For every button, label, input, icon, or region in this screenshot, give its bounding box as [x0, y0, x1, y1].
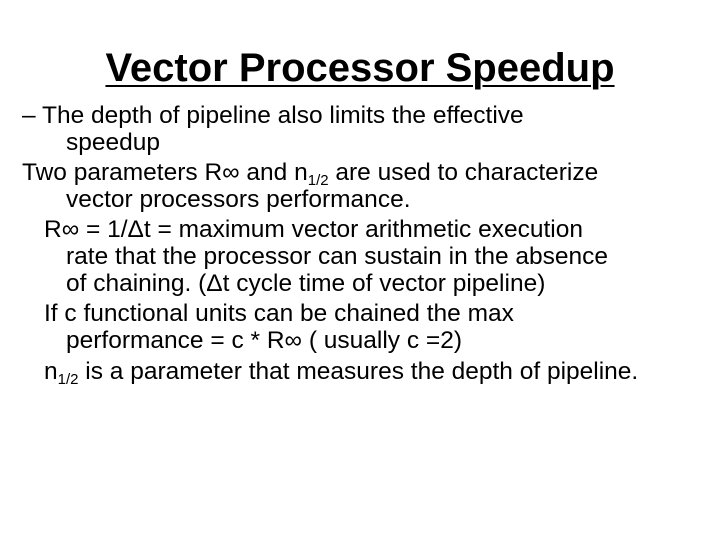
bullet-line	[44, 358, 720, 388]
subscript: 1/2	[307, 172, 329, 189]
bullet-line: vector processors performance.	[66, 186, 411, 213]
text-run: are used to characterize	[328, 159, 599, 186]
text-run: is a parameter that measures the depth of pipeline.	[78, 358, 639, 385]
bullet-line: performance = c * R∞ ( usually c =2)	[66, 327, 463, 354]
text-run: Two parameters R∞ and n	[22, 159, 308, 186]
bullet-n-half	[0, 358, 720, 388]
bullet-line: of chaining. (Δt cycle time of vector pipeline)	[66, 270, 546, 297]
bullet-r-infinity	[0, 216, 720, 297]
bullet-line: If c functional units can be chained the max	[44, 300, 514, 327]
bullet-line: speedup	[66, 129, 161, 156]
bullet-two-parameters	[0, 159, 720, 213]
bullet-line: – The depth of pipeline also limits the effective	[22, 102, 524, 129]
bullet-line: R∞ = 1/Δt = maximum vector arithmetic execution	[44, 216, 583, 243]
subscript: 1/2	[57, 371, 79, 388]
bullet-line	[0, 159, 720, 189]
bullet-line: rate that the processor can sustain in the absence	[66, 243, 609, 270]
bullet-chained-units	[0, 300, 720, 354]
slide-title: Vector Processor Speedup	[105, 46, 615, 90]
text-run: n	[44, 358, 58, 385]
bullet-pipeline-depth	[0, 102, 720, 156]
slide-body	[0, 102, 720, 388]
